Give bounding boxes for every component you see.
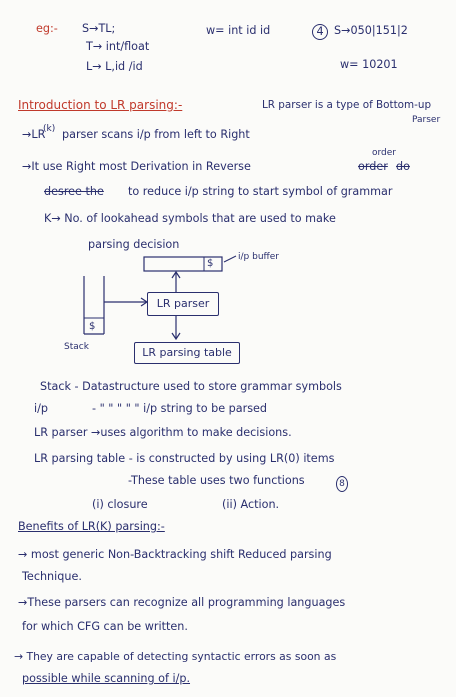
def-input: - " " " " " i/p string to be parsed: [92, 402, 268, 415]
def-parser: LR parser →uses algorithm to make decisions.: [34, 426, 292, 439]
lr-parsing-table-box: LR parsing table: [134, 342, 240, 364]
function-action: (ii) Action.: [222, 498, 280, 511]
benefit-1-cont: Technique.: [22, 570, 82, 583]
grammar-rule-1: S→TL;: [82, 22, 116, 35]
grammar-rule-2: T→ int/float: [86, 40, 150, 53]
intro-parser-word: Parser: [412, 115, 441, 125]
benefit-3-cont: possible while scanning of i/p.: [22, 672, 191, 685]
intro-line-3: to reduce i/p string to start symbol of grammar: [128, 185, 393, 198]
input-buffer-label: i/p buffer: [238, 252, 279, 262]
derivation: S→050|151|2: [334, 24, 408, 37]
intro-line-2: →It use Right most Derivation in Reverse: [22, 160, 251, 173]
def-circled: 8: [336, 476, 348, 492]
benefit-2: →These parsers can recognize all programming languages: [18, 596, 346, 609]
intro-rest: LR parser is a type of Bottom-up: [262, 99, 432, 111]
benefit-1: → most generic Non-Backtracking shift Reduced parsing: [18, 548, 332, 561]
benefit-3: → They are capable of detecting syntactic errors as soon as: [14, 650, 337, 663]
intro-line-1b: parser scans i/p from left to Right: [62, 128, 250, 141]
def-stack: Stack - Datastructure used to store grammar symbols: [40, 380, 342, 393]
stack-bottom-marker: $: [89, 321, 96, 332]
def-functions: -These table uses two functions: [128, 474, 305, 487]
intro-line-1-sup: (k): [43, 124, 56, 134]
eg-label: eg:-: [36, 22, 58, 35]
intro-struck-3: desree the: [44, 185, 104, 198]
circled-number: 4: [312, 24, 328, 40]
input-string-1: w= int id id: [206, 24, 271, 37]
benefits-heading: Benefits of LR(K) parsing:-: [18, 520, 165, 533]
grammar-rule-3: L→ L,id /id: [86, 60, 143, 73]
input-end-marker: $: [207, 258, 214, 269]
def-input-label: i/p: [34, 402, 48, 415]
intro-line-1a: →LR: [22, 128, 46, 141]
intro-line-4: K→ No. of lookahead symbols that are used to make: [44, 212, 336, 225]
intro-heading: Introduction to LR parsing:-: [18, 98, 183, 112]
intro-line-5: parsing decision: [88, 238, 180, 251]
intro-struck-1: order: [358, 160, 388, 173]
function-closure: (i) closure: [92, 498, 148, 511]
intro-order-insert: order: [372, 148, 396, 158]
input-string-2: w= 10201: [340, 58, 398, 71]
lr-parser-box: LR parser: [147, 292, 219, 316]
def-table: LR parsing table - is constructed by using LR(0) items: [34, 452, 335, 465]
intro-struck-2: do: [396, 160, 410, 173]
stack-label: Stack: [64, 342, 89, 352]
benefit-2-cont: for which CFG can be written.: [22, 620, 188, 633]
